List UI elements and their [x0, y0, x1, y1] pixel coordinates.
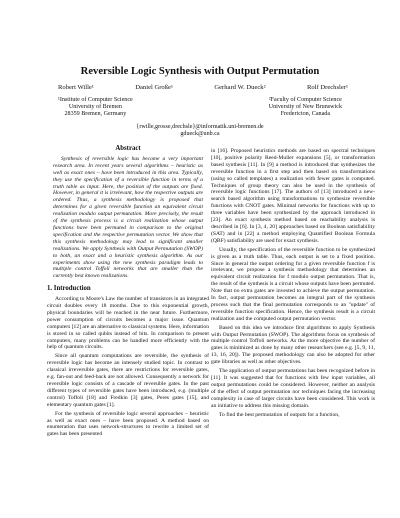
right-column: [211, 148, 375, 418]
body-paragraph: To find the best permutation of outputs for a function,: [219, 411, 340, 418]
abstract-paragraph: Synthesis of reversible logic has become a very important research area. In recent years several algorithms – heuristic as well as exact ones – have been introduced in this area. Typically, they use the specification of a reversible function in terms of a truth table as input. Here, the position of the outputs are fixed. However, in general it is irrelevant, how the respective outputs are ordered. Thus, a synthesis methodology is proposed that determines for a given reversible function an equivalent circuit realization modulo output permutation. More precisely, the result of the synthesis process is a circuit realization whose output functions have been permuted in comparison to the original specification and the respective permutation vector. We show that this synthesis methodology may lead to significant smaller realizations. We apply Synthesis with Output Permutation (SWOP) to both, an exact and a heuristic synthesis algorithm. As our experiments show using the new synthesis paradigm leads to multiple control Toffoli networks that are smaller than the currently best known realizations.: [53, 155, 203, 280]
affiliation-line: ²Faculty of Computer Science: [268, 97, 342, 103]
intro-paragraph: Since all quantum computations are reversible, the synthesis of reversible logic has become an intensely studied topic. In contrast to classical irreversible gates, there are restrictions for reversible gates, e.g. fan-out and feed-back are not allowed. Consequently a network for reversible logic consists of a cascade of reversible gates. In the past different types of reversible gates have been introduced, e.g. (multiple control) Toffoli [18] and Fredkin [3] gates, Peres gates [15], and elementary quantum gates [1].: [47, 353, 209, 408]
body-paragraph: The application of output permutations has been recognized before in [11]. It was suggested that for functions with few input variables, all output permutations could be considered. However, neither an analysis of the effect of output permutation nor techniques facing the increasing complexity in case of larger circuits have been considered. This work is an initiative to address this missing domain.: [211, 368, 375, 409]
affiliations: [58, 97, 342, 119]
affiliation-line: University of Bremen: [68, 104, 122, 111]
email-line: gdueck@unb.ca: [180, 131, 220, 138]
affiliation-line: ¹Institute of Computer Science: [58, 97, 133, 103]
author: Robert Wille¹: [58, 84, 94, 91]
body-paragraph: in [16]. Proposed heuristics methods are based on spectral techniques [10], positive polarity Reed-Muller expansions [5], or transformation based synthesis [11]. In [9] a method is introduced that synthesizes the reversible function in a first step and then based on transformations (using so called templates) a realization with fewer gates is computed. Techniques of group theory can also be used in the synthesis of reversible logic functions [17]. The authors of [13] introduced a new-search based algorithm using transformations to synthesize reversible functions with CNOT gates. Minimal networks for functions with up to three variables have been synthesized by the approach introduced in [23]. An exact synthesis method based on reachability analysis is described in [6]. In [3, 4, 20] approaches based on Boolean satisfiability (SAT) and in [22] a method employing Quantified Boolean Formula (QBF) satisfiability are used for exact synthesis.: [211, 148, 375, 244]
body-paragraph: Based on this idea we introduce first algorithms to apply Synthesis with Output Permutation (SWOP). The algorithms focus on synthesis of multiple control Toffoli networks. As the more objective the number of gates is minimized as done by many other researchers (see e.g. [5, 9, 11, 13, 16, 20]). The proposed methodology can also be adopted for other gate libraries as well as other objectives.: [211, 324, 375, 366]
affiliation-line: 28359 Bremen, Germany: [64, 111, 127, 118]
abstract-heading: Abstract: [115, 145, 141, 152]
intro-paragraph: According to Moore's Law the number of transistors in an integrated circuit doubles every 18 months. Due to this exponential growth, physical boundaries will be reached in the near future. Furthermore, power consumption of circuits becomes a major issue. Quantum computers [12] are an alternative to classical systems. Here, information is stored in so called qubits instead of bits. In comparison to present computers, many problems can be handled more efficiently with the help of quantum circuits.: [47, 296, 210, 351]
intro-paragraph: For the synthesis of reversible logic several approaches – heuristic as well as exact ones – have been proposed. A method based on enumeration that uses network-structures to rewrite a limited set of gates has been presented: [47, 410, 209, 438]
left-column: [47, 146, 209, 438]
abstract-body: [47, 156, 209, 280]
email-block: [0, 124, 400, 139]
author: Daniel Große¹: [135, 84, 173, 91]
affiliation-line: Fredericton, Canada: [280, 111, 331, 118]
affiliation-line: University of New Brunswick: [268, 104, 342, 111]
author: Gerhard W. Dueck²: [214, 84, 266, 91]
paper-title: Reversible Logic Synthesis with Output Permutation: [80, 66, 320, 77]
author-list: [58, 84, 348, 91]
affiliation-unb: [269, 97, 342, 119]
section-heading-introduction: 1. Introduction: [47, 285, 91, 293]
email-line: {rwille,grosse,drechsle}@informatik.uni-bremen.de: [136, 124, 264, 130]
affiliation-bremen: [58, 97, 133, 119]
author: Rolf Drechsler¹: [306, 84, 348, 91]
body-paragraph: Usually, the specification of the reversible function to be synthesized is given as a truth table. Thus, each output is set to a fixed position. Since in general the output ordering for a given reversible function f is irrelevant, we propose a synthesis methodology that determines an equivalent circuit realization for f modulo output permutation. That is, the result of the synthesis is a circuit whose outputs have been permuted. Note that no extra gates are invested to achieve the output permutation. In fact, output permutation becomes an integral part of the synthesis process such that the final permutation corresponds to an "update" of reversible function specification. Hence, the synthesis result is a circuit realization and the computed output permutation vector.: [211, 246, 375, 322]
